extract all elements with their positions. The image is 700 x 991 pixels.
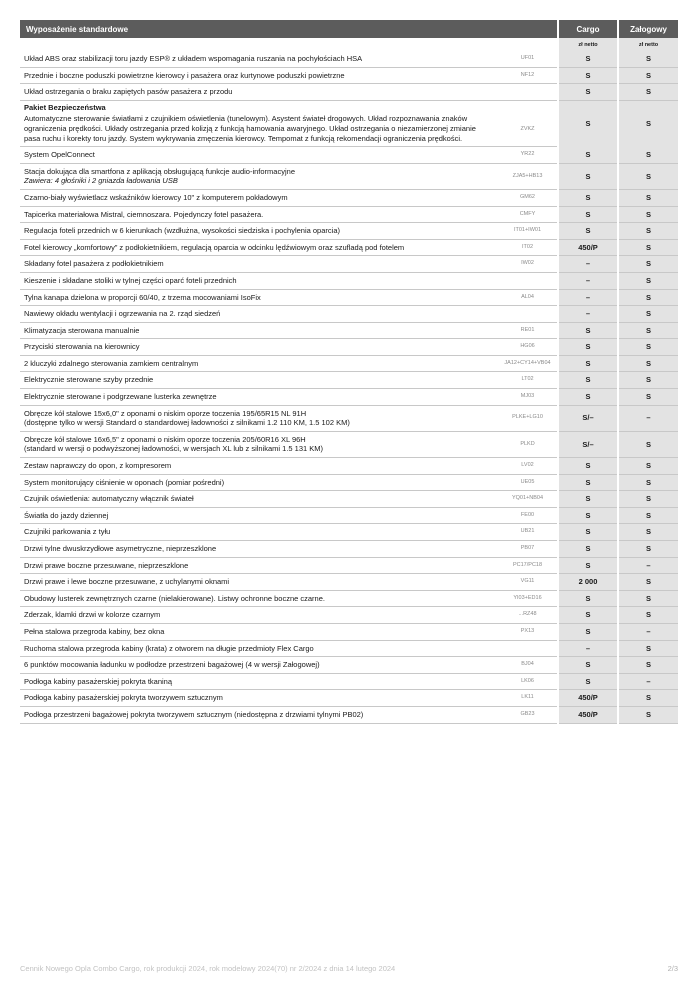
zalogowy-value: S	[618, 289, 678, 306]
cargo-value: S	[558, 673, 618, 690]
price-list-page	[20, 20, 678, 724]
table-row	[20, 706, 678, 723]
table-title: Wyposażenie standardowe	[20, 20, 558, 38]
row-description	[20, 507, 498, 524]
cargo-value: S	[558, 372, 618, 389]
cargo-value: S	[558, 474, 618, 491]
row-description	[20, 405, 498, 431]
zalogowy-value: S	[618, 372, 678, 389]
zalogowy-value: –	[618, 557, 678, 574]
option-code: AL04	[498, 289, 558, 306]
table-row	[20, 431, 678, 457]
table-row	[20, 223, 678, 240]
row-description-text: Stacja dokująca dla smartfona z aplikacją obsługującą funkcje audio-informacyjne	[24, 166, 295, 176]
option-code: YR22	[498, 147, 558, 164]
row-description	[20, 189, 498, 206]
table-row	[20, 147, 678, 164]
row-description	[20, 541, 498, 558]
row-description	[20, 256, 498, 273]
zalogowy-value: S	[618, 706, 678, 723]
page-footer	[20, 964, 678, 973]
row-description-text: Nawiewy okładu wentylacji i ogrzewania na 2. rząd siedzeń	[24, 309, 221, 319]
row-description	[20, 706, 498, 723]
zalogowy-value: S	[618, 474, 678, 491]
row-description	[20, 491, 498, 508]
row-description-text: Układ ostrzegania o braku zapiętych pasów pasażera z przodu	[24, 87, 233, 97]
package-zalogowy-value: S	[618, 100, 678, 146]
table-row	[20, 206, 678, 223]
table-body-main	[20, 147, 678, 723]
zalogowy-value: S	[618, 223, 678, 240]
row-description-text: Podłoga przestrzeni bagażowej pokryta tworzywem sztucznym (niedostępna z drzwiami tylnymi PB02)	[24, 709, 364, 719]
row-description	[20, 590, 498, 607]
table-row	[20, 355, 678, 372]
table-body-top	[20, 51, 678, 100]
cargo-value: –	[558, 272, 618, 289]
row-description	[20, 206, 498, 223]
row-description-text: Czujnik oświetlenia: automatyczny włącznik świateł	[24, 494, 194, 504]
row-description-text: Podłoga kabiny pasażerskiej pokryta tkaniną	[24, 676, 173, 686]
table-row	[20, 306, 678, 323]
cargo-value: S	[558, 590, 618, 607]
row-description	[20, 147, 498, 164]
table-row	[20, 239, 678, 256]
option-code: YQ01+NB04	[498, 491, 558, 508]
table-header-row	[20, 20, 678, 38]
option-code: VG11	[498, 574, 558, 591]
zalogowy-value: S	[618, 690, 678, 707]
table-row	[20, 590, 678, 607]
package-group	[20, 100, 678, 146]
row-description-text: Drzwi tylne dwuskrzydłowe asymetryczne, nieprzeszklone	[24, 544, 217, 553]
row-description	[20, 163, 498, 189]
option-code: PLKE+LG10	[498, 405, 558, 431]
row-description	[20, 372, 498, 389]
table-row	[20, 524, 678, 541]
zalogowy-value: S	[618, 431, 678, 457]
option-code: HG06	[498, 339, 558, 356]
cargo-value: S	[558, 339, 618, 356]
table-unit-row	[20, 38, 678, 51]
cargo-value: S	[558, 507, 618, 524]
row-description	[20, 431, 498, 457]
table-row	[20, 289, 678, 306]
row-description	[20, 474, 498, 491]
row-description-text: Podłoga kabiny pasażerskiej pokryta tworzywem sztucznym	[24, 693, 223, 703]
cargo-value: S	[558, 389, 618, 406]
package-code: ZVKZ	[498, 113, 558, 146]
cargo-value: S	[558, 223, 618, 240]
option-code: IT02	[498, 239, 558, 256]
cargo-value: S	[558, 84, 618, 101]
option-code	[498, 84, 558, 101]
row-description-text: Przednie i boczne poduszki powietrzne kierowcy i pasażera oraz kurtynowe poduszki powietrzne	[24, 70, 345, 80]
table-row	[20, 507, 678, 524]
row-description-text: Czarno-biały wyświetlacz wskaźników kierowcy 10" z komputerem pokładowym	[24, 192, 288, 202]
package-description: Automatyczne sterowanie światłami z czujnikiem oświetlenia (tunelowym). Asystent świateł drogowych. Układ rozpoznawania znaków ograniczenia prędkości. Układy ostrzegania przed kolizją z funkcją hamowania awaryjnego. Układ ostrzegania o niezamierzonej zmianie pasa ruchu i korekty toru jazdy. System wykrywania zmęczenia kierowcy. Tempomat z funkcją rekomendacji ograniczenia prędkości.	[20, 113, 498, 146]
row-description	[20, 673, 498, 690]
option-code: UF01	[498, 51, 558, 67]
cargo-value: S	[558, 458, 618, 475]
option-code: LV02	[498, 458, 558, 475]
zalogowy-value: S	[618, 507, 678, 524]
cargo-value: S	[558, 623, 618, 640]
zalogowy-value: S	[618, 389, 678, 406]
row-description-text: Elektrycznie sterowane szyby przednie	[24, 375, 154, 385]
row-description-text: Fotel kierowcy „komfortowy” z podłokietnikiem, regulacją oparcia w odcinku lędźwiowym oraz szufladą pod fotelem	[24, 242, 405, 252]
cargo-value: S	[558, 189, 618, 206]
zalogowy-value: S	[618, 163, 678, 189]
cargo-value: S	[558, 206, 618, 223]
unit-label-zalogowy: zł netto	[618, 38, 678, 51]
table-row	[20, 163, 678, 189]
option-code	[498, 306, 558, 323]
row-description-text: Czujniki parkowania z tyłu	[24, 527, 111, 537]
table-row	[20, 389, 678, 406]
row-description	[20, 67, 498, 84]
cargo-value: –	[558, 640, 618, 657]
option-code: JA12+CY14+VB04	[498, 355, 558, 372]
table-row	[20, 67, 678, 84]
table-row	[20, 607, 678, 624]
table-row	[20, 623, 678, 640]
cargo-value: –	[558, 256, 618, 273]
option-code: PX13	[498, 623, 558, 640]
cargo-value: S	[558, 541, 618, 558]
row-description	[20, 524, 498, 541]
cargo-value: S	[558, 322, 618, 339]
row-description-text: Drzwi prawe boczne przesuwane, nieprzeszklone	[24, 560, 189, 570]
option-code: NF12	[498, 67, 558, 84]
cargo-value: S/–	[558, 431, 618, 457]
zalogowy-value: S	[618, 147, 678, 164]
cargo-value: S	[558, 163, 618, 189]
row-description-text: Kieszenie i składane stoliki w tylnej części oparć foteli przednich	[24, 275, 237, 285]
row-description	[20, 574, 498, 591]
row-description	[20, 51, 498, 67]
cargo-value: –	[558, 306, 618, 323]
row-description-text: Zestaw naprawczy do opon, z kompresorem	[24, 461, 172, 471]
zalogowy-value: S	[618, 339, 678, 356]
zalogowy-value: S	[618, 256, 678, 273]
package-cargo-value: S	[558, 100, 618, 146]
option-code: PB07	[498, 541, 558, 558]
row-description-text: System OpelConnect	[24, 150, 95, 160]
cargo-value: S	[558, 491, 618, 508]
option-code: LT02	[498, 372, 558, 389]
table-row	[20, 458, 678, 475]
table-row	[20, 474, 678, 491]
zalogowy-value: S	[618, 322, 678, 339]
row-description-text: Układ ABS oraz stabilizacji toru jazdy ESP® z układem wspomagania ruszania na pochyłościach HSA	[24, 54, 363, 63]
cargo-value: 2 000	[558, 574, 618, 591]
table-row	[20, 51, 678, 67]
row-description-text: Elektrycznie sterowane i podgrzewane lusterka zewnętrze	[24, 392, 217, 402]
cargo-value: S	[558, 607, 618, 624]
row-description-text: 6 punktów mocowania ładunku w podłodze przestrzeni bagażowej (4 w wersji Załogowej)	[24, 660, 320, 670]
row-description	[20, 389, 498, 406]
zalogowy-value: S	[618, 67, 678, 84]
zalogowy-value: S	[618, 524, 678, 541]
table-row	[20, 541, 678, 558]
table-row	[20, 640, 678, 657]
option-code	[498, 272, 558, 289]
row-description-text: Obudowy lusterek zewnętrznych czarne (nielakierowane). Listwy ochronne boczne czarne.	[24, 593, 325, 603]
table-row	[20, 405, 678, 431]
option-code	[498, 640, 558, 657]
row-description	[20, 623, 498, 640]
column-header-zalogowy: Załogowy	[618, 20, 678, 38]
cargo-value: S	[558, 355, 618, 372]
option-code: ...RZ48	[498, 607, 558, 624]
option-code: ZJA5+HB13	[498, 163, 558, 189]
row-description-text: Zderzak, klamki drzwi w kolorze czarnym	[24, 610, 161, 620]
row-description	[20, 239, 498, 256]
table-row	[20, 322, 678, 339]
table-row	[20, 690, 678, 707]
table-row	[20, 673, 678, 690]
table-row	[20, 256, 678, 273]
unit-label-cargo: zł netto	[558, 38, 618, 51]
option-code: IW02	[498, 256, 558, 273]
zalogowy-value: S	[618, 541, 678, 558]
option-code: LK06	[498, 673, 558, 690]
cargo-value: 450/P	[558, 690, 618, 707]
zalogowy-value: S	[618, 239, 678, 256]
table-row	[20, 189, 678, 206]
option-code: PC17/PC18	[498, 557, 558, 574]
row-description-note: (dostępne tylko w wersji Standard o standardowej ładowności z silnikami 1.2 110 KM, 1.5 102 KM)	[24, 418, 350, 428]
zalogowy-value: S	[618, 189, 678, 206]
row-description-text: Światła do jazdy dziennej	[24, 510, 109, 520]
table-row	[20, 339, 678, 356]
zalogowy-value: S	[618, 272, 678, 289]
row-description-text: Przyciski sterowania na kierownicy	[24, 342, 140, 352]
equipment-table	[20, 20, 678, 724]
row-description-text: Obręcze kół stalowe 15x6,0" z oponami o niskim oporze toczenia 195/65R15 NL 91H	[24, 408, 307, 418]
option-code: UB21	[498, 524, 558, 541]
row-description	[20, 355, 498, 372]
option-code: PLKD	[498, 431, 558, 457]
table-row	[20, 657, 678, 674]
row-description-text: Ruchoma stalowa przegroda kabiny (krata) z otworem na długie przedmioty Flex Cargo	[24, 643, 314, 653]
zalogowy-value: –	[618, 623, 678, 640]
option-code: CMFY	[498, 206, 558, 223]
row-description	[20, 657, 498, 674]
table-row	[20, 84, 678, 101]
cargo-value: S	[558, 51, 618, 67]
cargo-value: 450/P	[558, 239, 618, 256]
table-row	[20, 574, 678, 591]
cargo-value: –	[558, 289, 618, 306]
row-description-note: Zawiera: 4 głośniki i 2 gniazda ładowania USB	[24, 176, 178, 186]
cargo-value: S	[558, 67, 618, 84]
option-code: IT01+IW01	[498, 223, 558, 240]
zalogowy-value: S	[618, 657, 678, 674]
row-description-text: Pełna stalowa przegroda kabiny, bez okna	[24, 626, 165, 636]
zalogowy-value: S	[618, 458, 678, 475]
option-code: MJ03	[498, 389, 558, 406]
cargo-value: S	[558, 557, 618, 574]
table-row	[20, 272, 678, 289]
option-code: BJ04	[498, 657, 558, 674]
row-description-text: Tylna kanapa dzielona w proporcji 60/40, z trzema mocowaniami IsoFix	[24, 292, 261, 302]
row-description-text: Drzwi prawe i lewe boczne przesuwane, z uchylanymi oknami	[24, 577, 230, 587]
row-description	[20, 84, 498, 101]
option-code: UE05	[498, 474, 558, 491]
zalogowy-value: –	[618, 673, 678, 690]
zalogowy-value: S	[618, 206, 678, 223]
column-header-cargo: Cargo	[558, 20, 618, 38]
row-description-text: System monitorujący ciśnienie w oponach (pomiar pośredni)	[24, 477, 225, 487]
row-description	[20, 690, 498, 707]
zalogowy-value: S	[618, 306, 678, 323]
table-row	[20, 491, 678, 508]
row-description	[20, 289, 498, 306]
row-description	[20, 272, 498, 289]
cargo-value: S/–	[558, 405, 618, 431]
row-description-text: Klimatyzacja sterowana manualnie	[24, 325, 140, 335]
zalogowy-value: S	[618, 590, 678, 607]
zalogowy-value: S	[618, 84, 678, 101]
package-title: Pakiet Bezpieczeństwa	[24, 102, 106, 112]
page-number: 2/3	[667, 964, 678, 973]
cargo-value: S	[558, 657, 618, 674]
row-description	[20, 458, 498, 475]
zalogowy-value: S	[618, 640, 678, 657]
zalogowy-value: S	[618, 607, 678, 624]
option-code: FE00	[498, 507, 558, 524]
row-description	[20, 223, 498, 240]
row-description-text: Składany fotel pasażera z podłokietnikiem	[24, 259, 164, 269]
row-description-text: 2 kluczyki zdalnego sterowania zamkiem centralnym	[24, 358, 199, 368]
table-row	[20, 557, 678, 574]
zalogowy-value: –	[618, 405, 678, 431]
row-description-note: (standard w wersji o podwyższonej ładowności, w wersjach XL lub z silnikami 1.5 131 KM)	[24, 444, 324, 454]
option-code: GM62	[498, 189, 558, 206]
table-row	[20, 372, 678, 389]
row-description-text: Tapicerka materiałowa Mistral, ciemnoszara. Pojedynczy fotel pasażera.	[24, 209, 264, 219]
cargo-value: S	[558, 524, 618, 541]
cargo-value: S	[558, 147, 618, 164]
option-code: RE01	[498, 322, 558, 339]
option-code: LK11	[498, 690, 558, 707]
zalogowy-value: S	[618, 491, 678, 508]
zalogowy-value: S	[618, 51, 678, 67]
option-code: YI03+ED16	[498, 590, 558, 607]
zalogowy-value: S	[618, 574, 678, 591]
row-description	[20, 306, 498, 323]
row-description	[20, 339, 498, 356]
row-description	[20, 557, 498, 574]
option-code: GB23	[498, 706, 558, 723]
footer-text: Cennik Nowego Opla Combo Cargo, rok produkcji 2024, rok modelowy 2024(70) nr 2/2024 z dnia 14 lutego 2024	[20, 964, 396, 973]
row-description-text: Regulacja foteli przednich w 6 kierunkach (wzdłużna, wysokości siedziska i pochylenia oparcia)	[24, 226, 340, 236]
row-description-text: Obręcze kół stalowe 16x6,5" z oponami o niskim oporze toczenia 205/60R16 XL 96H	[24, 434, 306, 444]
package-title-row	[20, 100, 678, 113]
row-description	[20, 640, 498, 657]
row-description	[20, 607, 498, 624]
cargo-value: 450/P	[558, 706, 618, 723]
row-description	[20, 322, 498, 339]
zalogowy-value: S	[618, 355, 678, 372]
